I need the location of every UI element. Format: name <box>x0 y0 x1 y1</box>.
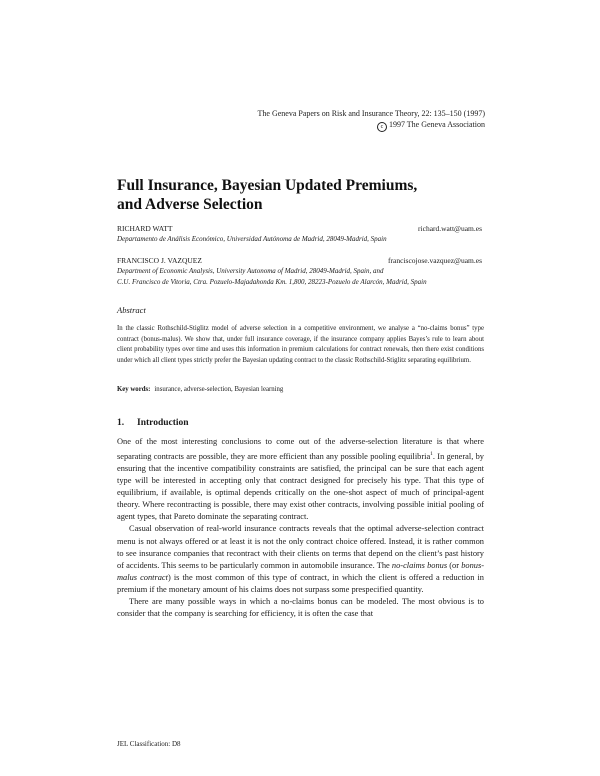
jel-classification: JEL Classification: D8 <box>117 740 181 748</box>
body-text <box>117 436 484 620</box>
keywords-label: Key words: <box>117 386 151 393</box>
copyright-text: 1997 The Geneva Association <box>388 120 485 129</box>
paragraph-1: One of the most interesting conclusions to come out of the adverse-selection literature is that where separating contracts are possible, they are more efficient than any possible pooling equilibria$^1$. In general, by ensuring that the incentive compatibility constraints are satisfied, the principal can be sure that each agent type will be interested in accepting only that contract designed for precisely his type. That this type of equilibrium, if available, is optimal depends critically on the one-shot aspect of much of principal-agent theory. Where recontracting is possible, there may exist other contracts, involving possible initial pooling of agent types, that Pareto dominate the separating contract. <box>117 437 484 522</box>
section-number: 1. <box>117 418 125 428</box>
author-2-affiliation-2: C.U. Francisco de Vitoria, Ctra. Pozuelo-Majadahonda Km. 1,800, 28223-Pozuelo de Alarcón, Madrid, Spain <box>117 278 427 286</box>
section-heading <box>117 418 189 428</box>
abstract-text: In the classic Rothschild-Stiglitz model of adverse selection in a competitive environment, we analyse a “no-claims bonus” type contract (bonus-malus). We show that, under full insurance coverage, if the insurance company applies Bayes’s rule to learn about client probability types over time and uses this information in premium calculations for contract renewals, then there exist conditions under which all client types strictly prefer the Bayesian updating contract to the classic Rothschild-Stiglitz separating equilibrium. <box>117 325 484 364</box>
copyright-line <box>258 119 486 132</box>
keywords-text: insurance, adverse-selection, Bayesian learning <box>154 386 284 393</box>
author-2-email: franciscojose.vazquez@uam.es <box>388 256 482 265</box>
title-line-1: Full Insurance, Bayesian Updated Premiums, <box>117 177 418 194</box>
section-title: Introduction <box>137 418 189 428</box>
paragraph-3: There are many possible ways in which a no-claims bonus can be modeled. The most obvious is to consider that the company is searching for efficiency, it is often the case that <box>117 597 484 619</box>
author-1-email: richard.watt@uam.es <box>418 224 482 233</box>
journal-line: The Geneva Papers on Risk and Insurance Theory, 22: 135–150 (1997) <box>257 109 485 118</box>
paper-title <box>117 176 497 214</box>
abstract-heading: Abstract <box>117 305 146 315</box>
title-line-2: and Adverse Selection <box>117 196 263 213</box>
copyright-icon: c <box>377 122 387 132</box>
paragraph-2: Casual observation of real-world insurance contracts reveals that the optimal adverse-selection contract menu is not always offered or at least it is not the only contract choice offered. Instead, it is rather common to see insurance companies that recontract with their clients on terms that depend on the client’s past history of accidents. This seems to be particularly common in automobile insurance. The no-claims bonus (or bonus-malus contract) is the most common of this type of contract, in which the client is offered a reduction in premium if the monetary amount of his claims does not surpass some prespecified quantity. <box>117 524 485 594</box>
author-1-affiliation: Departamento de Análisis Económico, Universidad Autónoma de Madrid, 28049-Madrid, Spain <box>117 235 387 243</box>
keywords <box>117 385 484 394</box>
author-2-name: FRANCISCO J. VAZQUEZ <box>117 256 202 265</box>
journal-citation <box>258 108 486 132</box>
footnote-marker: 1 <box>430 451 433 458</box>
author-2-affiliation-1: Department of Economic Analysis, University Autonoma of Madrid, 28049-Madrid, Spain, and <box>117 267 384 275</box>
author-1-name: RICHARD WATT <box>117 224 173 233</box>
